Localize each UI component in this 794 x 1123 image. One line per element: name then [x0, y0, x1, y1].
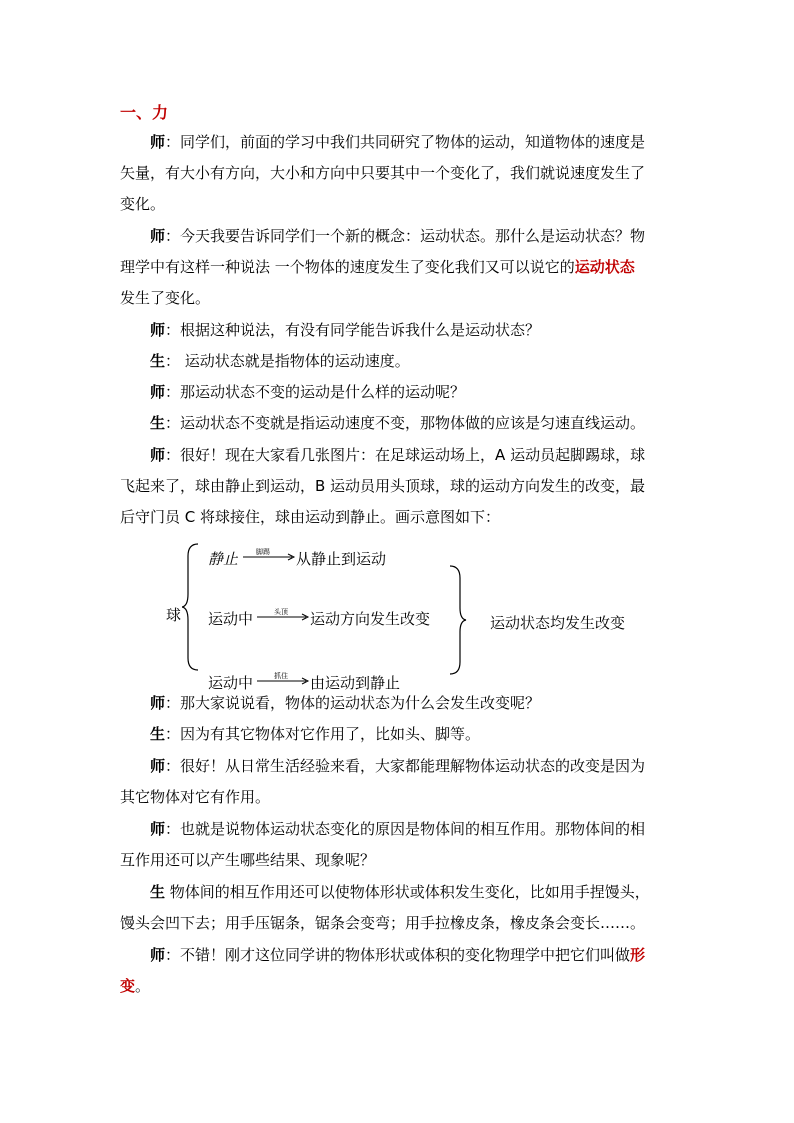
text-line: 不错！刚才这位同学讲的物体形状或体积的变化物理学中把它们叫做 — [180, 946, 631, 964]
right-brace-icon — [448, 564, 468, 676]
left-brace-icon — [182, 542, 202, 672]
ball-label: 球 — [166, 606, 182, 624]
speaker-label: 师 — [150, 820, 166, 838]
motion-state-diagram — [160, 540, 660, 690]
row3-left: 运动中 — [208, 674, 254, 692]
text-line: 今天我要告诉同学们一个新的概念：运动状态。那什么是运动状态？物 — [180, 227, 646, 245]
text-line: 理学中有这样一种说法 一个物体的速度发生了变化我们又可以说它的 — [120, 258, 575, 276]
row3-right: 由运动到静止 — [310, 674, 401, 692]
paragraph-10: 师：很好！从日常生活经验来看，大家都能理解物体运动状态的改变是因为 其它物体对它有作用。 — [120, 757, 646, 806]
paragraph-5: 师：那运动状态不变的运动是什么样的运动呢？ — [150, 383, 466, 401]
paragraph-8: 师：那大家说说看，物体的运动状态为什么会发生改变呢？ — [150, 694, 541, 712]
text-line: 矢量，有大小有方向，大小和方向中只要其中一个变化了，我们就说速度发生了 — [120, 164, 646, 182]
paragraph-3: 师：根据这种说法，有没有同学能告诉我什么是运动状态？ — [150, 321, 541, 339]
speaker-label: 师 — [150, 446, 166, 464]
text-line: 运动状态就是指物体的运动速度。 — [180, 352, 410, 370]
text-line: 后守门员 C 将球接住，球由运动到静止。画示意图如下： — [120, 508, 501, 526]
speaker-label: 生 — [150, 414, 166, 432]
paragraph-4: 生： 运动状态就是指物体的运动速度。 — [150, 352, 410, 370]
paragraph-11: 师：也就是说物体运动状态变化的原因是物体间的相互作用。那物体间的相 互作用还可以产生哪些结果、现象呢？ — [120, 820, 646, 869]
text-line: 因为有其它物体对它作用了，比如头、脚等。 — [180, 725, 481, 743]
paragraph-7: 师：很好！现在大家看几张图片：在足球运动场上，A 运动员起脚踢球，球 飞起来了，球由静止到运动，B 运动员用头顶球，球的运动方向发生的改变，最 后守门员 C 将球接住，球由运动到静止。画示意图如下： — [120, 446, 646, 526]
text-line: 根据这种说法，有没有同学能告诉我什么是运动状态？ — [180, 321, 541, 339]
text-line: 那大家说说看，物体的运动状态为什么会发生改变呢？ — [180, 694, 541, 712]
text-line: 飞起来了，球由静止到运动，B 运动员用头顶球，球的运动方向发生的改变，最 — [120, 477, 646, 495]
text-line: 运动状态不变就是指运动速度不变，那物体做的应该是匀速直线运动。 — [180, 414, 646, 432]
row2-right: 运动方向发生改变 — [310, 610, 431, 628]
text-line: 其它物体对它有作用。 — [120, 788, 271, 806]
text-line: 很好！从日常生活经验来看，大家都能理解物体运动状态的改变是因为 — [180, 757, 646, 775]
paragraph-6: 生：运动状态不变就是指运动速度不变，那物体做的应该是匀速直线运动。 — [150, 414, 646, 432]
text-line: 发生了变化。 — [120, 289, 211, 307]
speaker-label: 师 — [150, 383, 166, 401]
speaker-label: 师 — [150, 694, 166, 712]
text-line: 同学们，前面的学习中我们共同研究了物体的运动，知道物体的速度是 — [180, 133, 646, 151]
separator: ： — [165, 227, 181, 245]
text-line: 馒头会凹下去；用手压锯条，锯条会变弯；用手拉橡皮条，橡皮条会变长……。 — [120, 914, 646, 932]
text-line: 互作用还可以产生哪些结果、现象呢？ — [120, 851, 376, 869]
section-heading: 一、力 — [120, 103, 169, 122]
row2-arrow-label: 头顶 — [274, 608, 288, 616]
emphasis-term: 运动状态 — [574, 258, 635, 276]
diagram-conclusion: 运动状态均发生改变 — [490, 614, 626, 632]
paragraph-13: 师：不错！刚才这位同学讲的物体形状或体积的变化物理学中把它们叫做形 变。 — [120, 946, 646, 995]
row1-left: 静止 — [208, 550, 239, 568]
emphasis-term: 形 — [630, 946, 646, 964]
speaker-label: 师 — [150, 946, 166, 964]
paragraph-1 — [120, 127, 676, 220]
text-line: 很好！现在大家看几张图片：在足球运动场上，A 运动员起脚踢球，球 — [180, 446, 646, 464]
speaker-label: 生 — [150, 883, 166, 901]
separator: ： — [165, 133, 181, 151]
speaker-label: 生 — [150, 352, 166, 370]
arrow-icon — [242, 552, 296, 562]
row1-arrow-label: 脚踢 — [256, 548, 270, 556]
row3-arrow-label: 抓住 — [274, 672, 288, 680]
arrow-icon — [256, 676, 310, 686]
speaker-label: 师 — [150, 133, 166, 151]
text-line: 也就是说物体运动状态变化的原因是物体间的相互作用。那物体间的相 — [180, 820, 646, 838]
row1-right: 从静止到运动 — [296, 550, 387, 568]
speaker-label: 师 — [150, 321, 166, 339]
speaker-label: 师 — [150, 227, 166, 245]
row2-left: 运动中 — [208, 610, 254, 628]
speaker-label: 生 — [150, 725, 166, 743]
paragraph-12 — [120, 877, 676, 939]
paragraph-2 — [120, 221, 676, 314]
text-line: 物体间的相互作用还可以使物体形状或体积发生变化，比如用手捏馒头， — [169, 883, 650, 901]
arrow-icon — [256, 612, 310, 622]
text-line: 那运动状态不变的运动是什么样的运动呢？ — [180, 383, 466, 401]
emphasis-term: 变 — [120, 977, 136, 995]
speaker-label: 师 — [150, 757, 166, 775]
text-line: 变化。 — [120, 195, 166, 213]
paragraph-9: 生：因为有其它物体对它作用了，比如头、脚等。 — [150, 725, 481, 743]
